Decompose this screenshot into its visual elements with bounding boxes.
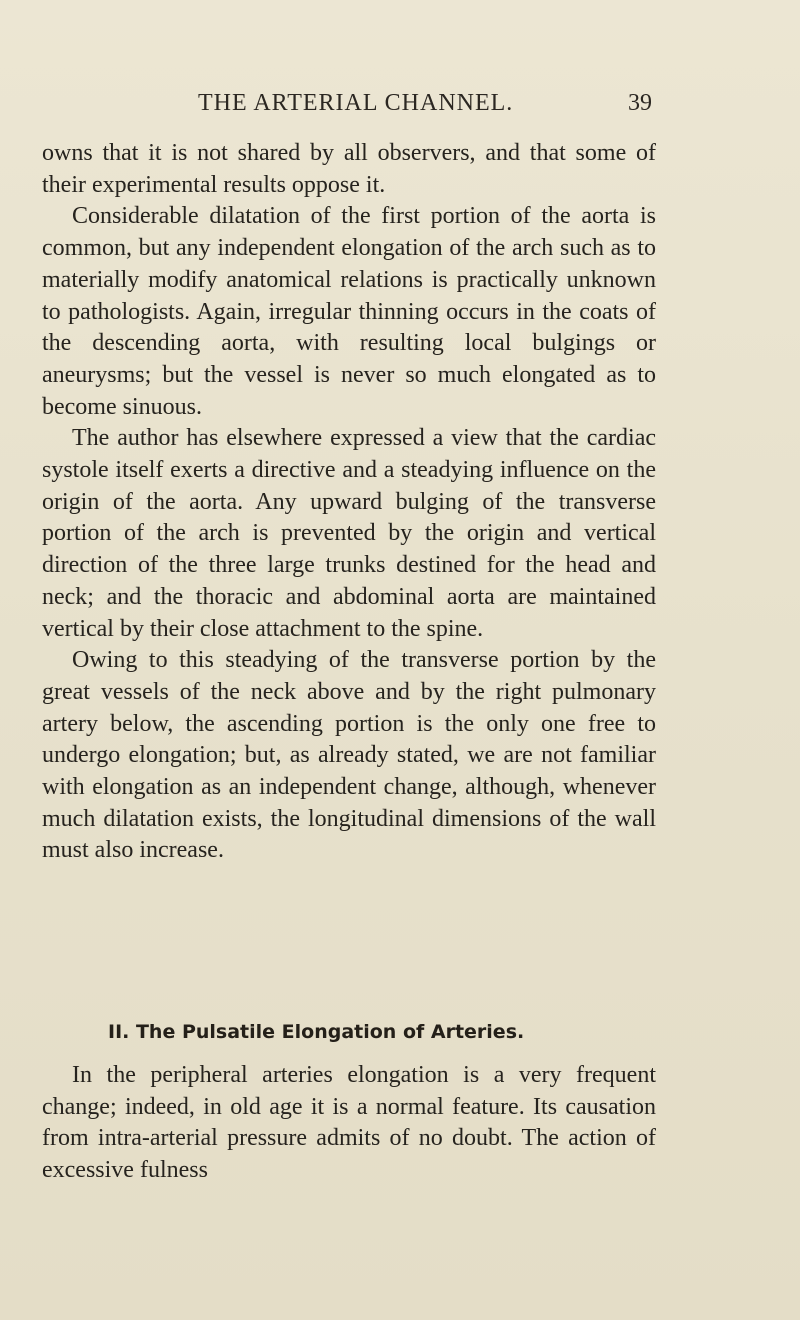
section-heading: II. The Pulsatile Elongation of Arteries.: [108, 1021, 525, 1043]
paragraph-continuation: owns that it is not shared by all observers, and that some of their experimental results oppose it.: [42, 140, 656, 198]
paragraph-aorta-dilatation: Considerable dilatation of the first portion of the aorta is common, but any independent elongation of the arch such as to materially modify anatomical relations is practically unknown to pathologists. Again, irregular thinning occurs in the coats of the descending aorta, with resulting local bulgings or aneurysms; but the vessel is never so much elongated as to become sinuous.: [42, 203, 656, 420]
page-number: 39: [628, 90, 652, 116]
running-head: [40, 90, 660, 126]
body-text: [42, 138, 656, 867]
paragraph-cardiac-systole: The author has elsewhere expressed a view that the cardiac systole itself exerts a directive and a steadying influence on the origin of the aorta. Any upward bulging of the transverse portion of the arch is prevented by the origin and vertical direction of the three large trunks destined for the head and neck; and the thoracic and abdominal aorta are maintained vertical by their close attachment to the spine.: [42, 425, 656, 642]
paragraph-peripheral-arteries: In the peripheral arteries elongation is a very frequent change; indeed, in old age it is a normal feature. Its causation from intra-arterial pressure admits of no doubt. The action of excessive fulness: [42, 1062, 656, 1184]
paragraph-steadying: Owing to this steadying of the transverse portion by the great vessels of the neck above and by the right pulmonary artery below, the ascending portion is the only one free to undergo elongation; but, as already stated, we are not familiar with elongation as an independent change, although, whenever much dilatation exists, the longitudinal dimensions of the wall must also increase.: [42, 647, 656, 864]
section-text: [42, 1060, 656, 1187]
running-title: THE ARTERIAL CHANNEL.: [198, 90, 514, 116]
